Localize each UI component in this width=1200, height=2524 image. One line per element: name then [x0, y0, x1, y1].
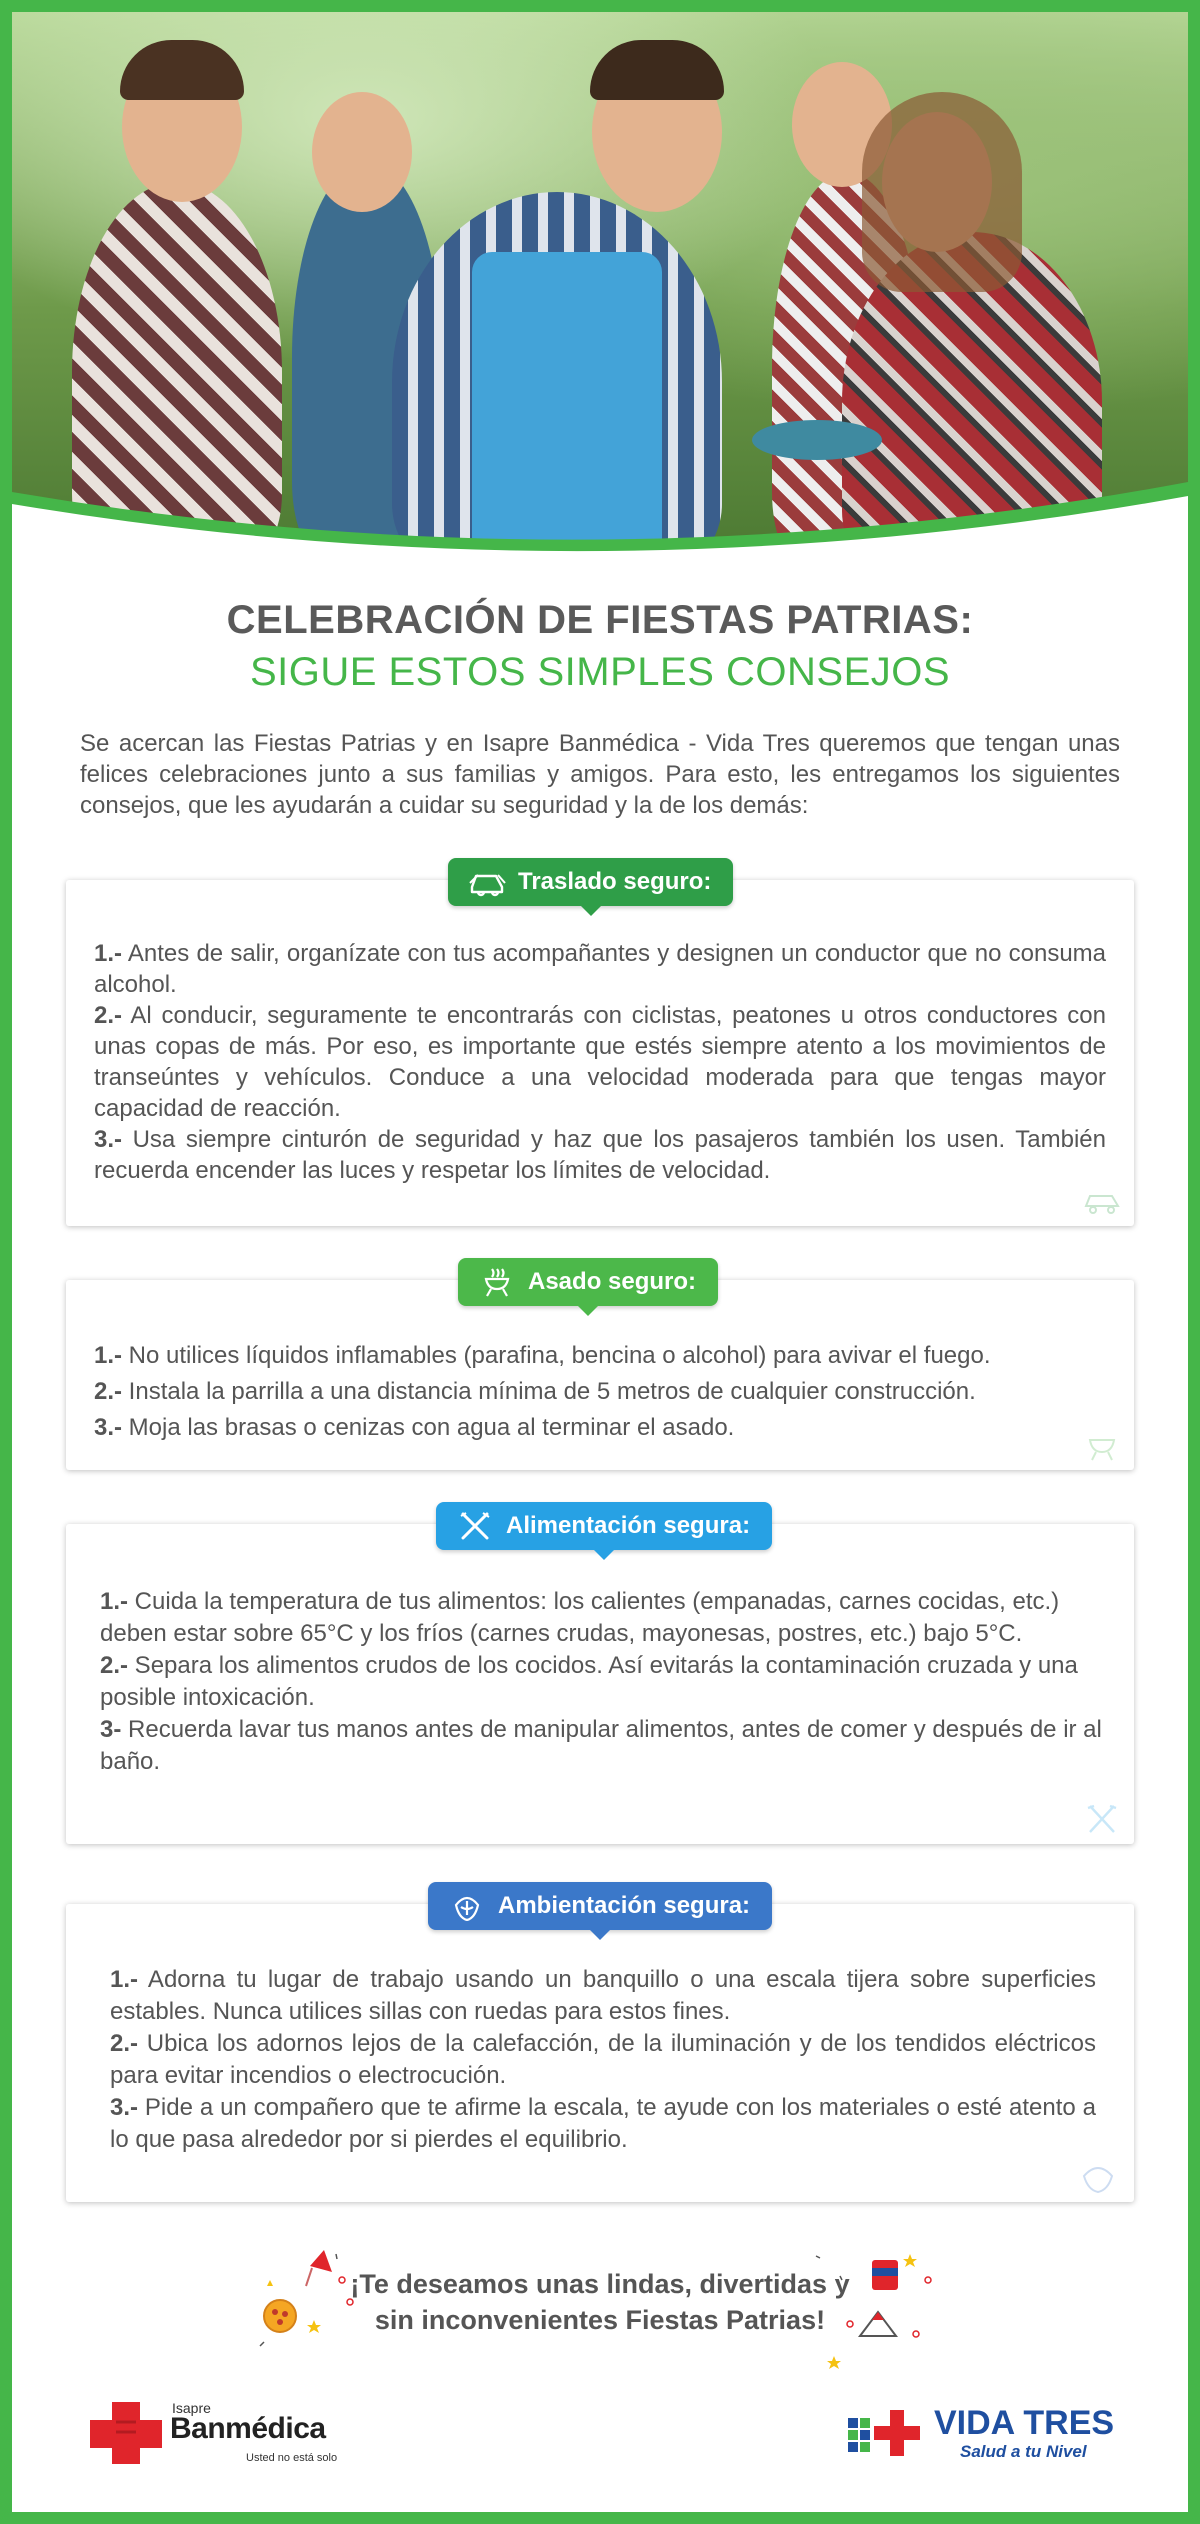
car-watermark-icon: [1082, 1184, 1122, 1218]
festive-decoration-left-icon: [250, 2236, 360, 2366]
list-item: 1.- Adorna tu lugar de trabajo usando un banquillo o una escala tijera sobre superficies estables. Nunca utilices sillas con ruedas para estos fines.: [110, 1966, 1096, 2025]
page-title-line2: SIGUE ESTOS SIMPLES CONSEJOS: [249, 650, 951, 694]
banmedica-logo-tagline: Usted no está solo: [246, 2452, 338, 2464]
vidatres-logo-name: VIDA TRES: [934, 2404, 1115, 2442]
vidatres-logo-tagline: Salud a tu Nivel: [960, 2442, 1087, 2461]
list-item: 3.- Moja las brasas o cenizas con agua al terminar el asado.: [94, 1414, 735, 1441]
list-item: 2.- Al conducir, seguramente te encontrarás con ciclistas, peatones u otros conductores con unas copas de más. Por eso, es importante que estés siempre atento a los movimientos de transeúntes y vehículos. Conduce a una velocidad moderada para que tengas mayor capacidad de reacción.: [94, 1002, 1106, 1122]
list-item: 1.- Antes de salir, organízate con tus acompañantes y designen un conductor que no consuma alcohol.: [94, 940, 1106, 998]
closing-line2: sin inconvenientes Fiestas Patrias!: [374, 2305, 826, 2335]
card-ambientacion-segura: [66, 1904, 1134, 2202]
list-item: 1.- Cuida la temperatura de tus alimentos: los calientes (empanadas, carnes cocidas, etc.) deben estar sobre 65°C y los fríos (carnes crudas, mayonesas, postres, etc.) bajo 5°C.: [100, 1588, 1060, 1647]
badge-label: Alimentación segura:: [506, 1512, 751, 1539]
list-item: 2.- Ubica los adornos lejos de la calefacción, de la iluminación y de los tendidos eléctricos para evitar incendios o electrocución.: [110, 2030, 1096, 2089]
hero-photo-friends-barbecue: [12, 12, 1188, 552]
list-item: 3- Recuerda lavar tus manos antes de manipular alimentos, antes de comer y después de ir al baño.: [100, 1716, 1102, 1775]
page-title-line1: CELEBRACIÓN DE FIESTAS PATRIAS:: [226, 598, 974, 642]
card-body: [94, 1338, 1106, 1446]
closing-line1: ¡Te deseamos unas lindas, divertidas y: [350, 2269, 850, 2299]
intro-paragraph: Se acercan las Fiestas Patrias y en Isapre Banmédica - Vida Tres queremos que tengan unas felices celebraciones junto a sus familias y amigos. Para esto, les entregamos los siguientes consejos, que les ayudarán a cuidar su seguridad y la de los demás:: [80, 730, 1120, 819]
list-item: 2.- Separa los alimentos crudos de los cocidos. Así evitarás la contaminación cruzada y una posible intoxicación.: [100, 1652, 1078, 1711]
list-item: 2.- Instala la parrilla a una distancia mínima de 5 metros de cualquier construcción.: [94, 1378, 976, 1405]
card-alimentacion-segura: [66, 1524, 1134, 1844]
badge-label: Asado seguro:: [528, 1268, 697, 1295]
card-body: [94, 938, 1106, 1186]
badge-label: Ambientación segura:: [498, 1892, 751, 1919]
hands-icon: [448, 1891, 486, 1921]
card-body: [100, 1586, 1106, 1778]
banmedica-logo: [86, 2398, 356, 2470]
hero-green-wave: [12, 452, 1188, 552]
banmedica-cross-icon: [86, 2402, 166, 2464]
vidatres-logo: [848, 2404, 1118, 2464]
badge-traslado-seguro: [448, 858, 733, 906]
hands-watermark-icon: [1078, 2160, 1118, 2194]
banmedica-logo-name: Banmédica: [170, 2412, 326, 2445]
card-body: [110, 1964, 1096, 2156]
badge-label: Traslado seguro:: [518, 868, 712, 895]
cutlery-watermark-icon: [1082, 1802, 1122, 1836]
grill-watermark-icon: [1082, 1428, 1122, 1462]
cutlery-icon: [456, 1511, 494, 1541]
badge-ambientacion-segura: [428, 1882, 772, 1930]
card-asado-seguro: [66, 1280, 1134, 1470]
badge-alimentacion-segura: [436, 1502, 772, 1550]
grill-icon: [478, 1267, 516, 1297]
list-item: 3.- Usa siempre cinturón de seguridad y haz que los pasajeros también los usen. También recuerda encender las luces y respetar los límites de velocidad.: [94, 1126, 1106, 1184]
list-item: 1.- No utilices líquidos inflamables (parafina, bencina o alcohol) para avivar el fuego.: [94, 1342, 991, 1369]
banmedica-logo-small-text: Isapre: [172, 2400, 211, 2416]
list-item: 3.- Pide a un compañero que te afirme la escala, te ayude con los materiales o esté atento a lo que pasa alrededor por si pierdes el equilibrio.: [110, 2094, 1096, 2153]
vidatres-cross-icon: [848, 2410, 928, 2458]
badge-asado-seguro: [458, 1258, 718, 1306]
car-icon: [468, 867, 506, 897]
card-traslado-seguro: [66, 880, 1134, 1226]
festive-decoration-right-icon: [800, 2236, 950, 2376]
